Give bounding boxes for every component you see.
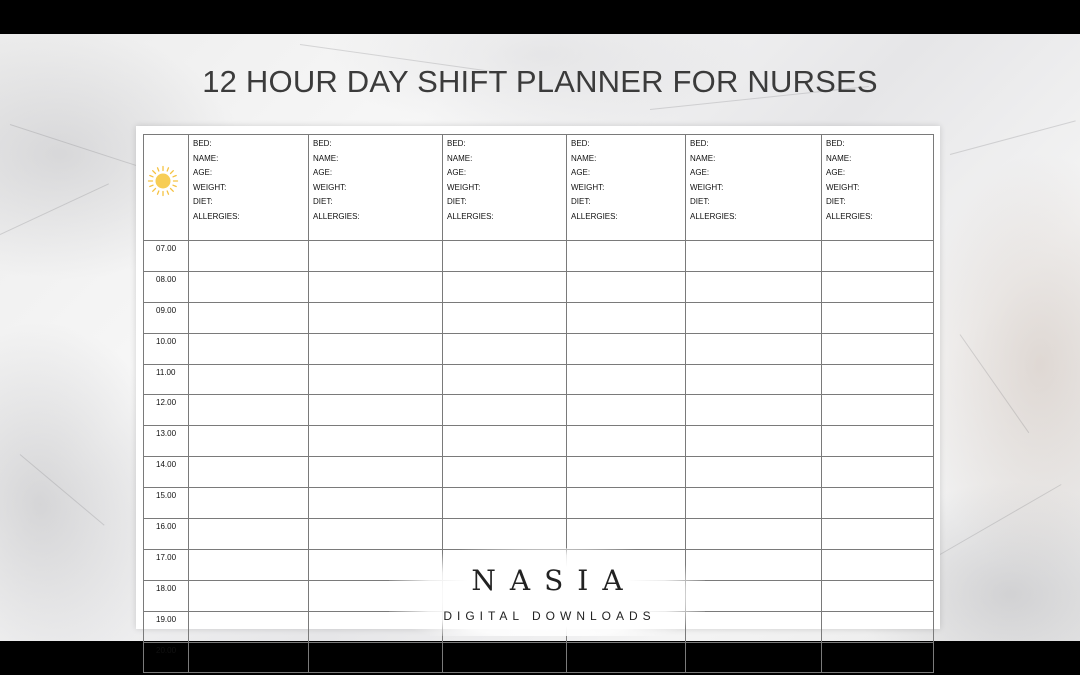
- schedule-cell[interactable]: [567, 364, 686, 395]
- schedule-cell[interactable]: [567, 302, 686, 333]
- patient-info-cell[interactable]: [309, 135, 443, 241]
- schedule-cell[interactable]: [686, 426, 822, 457]
- schedule-cell[interactable]: [686, 611, 822, 642]
- schedule-cell[interactable]: [309, 642, 443, 673]
- patient-field-label: WEIGHT:: [447, 182, 481, 192]
- schedule-cell[interactable]: [686, 364, 822, 395]
- schedule-cell[interactable]: [309, 333, 443, 364]
- time-label: 17.00: [144, 549, 189, 580]
- schedule-cell[interactable]: [822, 302, 934, 333]
- patient-field-label: NAME:: [447, 153, 473, 163]
- schedule-cell[interactable]: [686, 519, 822, 550]
- patient-field-label: WEIGHT:: [193, 182, 227, 192]
- patient-field-label: NAME:: [193, 153, 219, 163]
- schedule-cell[interactable]: [189, 457, 309, 488]
- patient-field-label: BED:: [571, 139, 590, 148]
- schedule-cell[interactable]: [686, 642, 822, 673]
- patient-field-label: DIET:: [571, 197, 591, 207]
- brand-subtitle: DIGITAL DOWNLOADS: [443, 609, 656, 623]
- sun-icon: [147, 165, 179, 197]
- patient-field-label: BED:: [193, 139, 212, 148]
- time-row: [144, 271, 934, 302]
- patient-field-label: AGE:: [826, 168, 846, 178]
- schedule-cell[interactable]: [822, 457, 934, 488]
- schedule-cell[interactable]: [822, 488, 934, 519]
- patient-field-label: BED:: [313, 139, 332, 148]
- schedule-cell[interactable]: [686, 395, 822, 426]
- marble-background: [0, 34, 1080, 655]
- schedule-cell[interactable]: [567, 241, 686, 272]
- schedule-cell[interactable]: [822, 271, 934, 302]
- schedule-cell[interactable]: [189, 364, 309, 395]
- schedule-cell[interactable]: [686, 488, 822, 519]
- schedule-cell[interactable]: [822, 549, 934, 580]
- schedule-cell[interactable]: [189, 241, 309, 272]
- schedule-cell[interactable]: [443, 271, 567, 302]
- page-title: 12 HOUR DAY SHIFT PLANNER FOR NURSES: [202, 64, 878, 99]
- schedule-cell[interactable]: [189, 271, 309, 302]
- schedule-cell[interactable]: [443, 395, 567, 426]
- time-label: 15.00: [144, 488, 189, 519]
- schedule-cell[interactable]: [567, 457, 686, 488]
- schedule-cell[interactable]: [443, 241, 567, 272]
- schedule-cell[interactable]: [822, 580, 934, 611]
- patient-info-cell[interactable]: [567, 135, 686, 241]
- brand-name: NASIA: [471, 564, 637, 597]
- patient-field-label: AGE:: [313, 168, 333, 178]
- schedule-cell[interactable]: [189, 611, 309, 642]
- time-row: [144, 241, 934, 272]
- time-row: [144, 488, 934, 519]
- schedule-cell[interactable]: [567, 426, 686, 457]
- time-label: 16.00: [144, 519, 189, 550]
- schedule-cell[interactable]: [443, 519, 567, 550]
- patient-field-label: ALLERGIES:: [690, 211, 737, 221]
- patient-field-label: NAME:: [826, 153, 852, 163]
- patient-field-label: DIET:: [826, 197, 846, 207]
- time-row: [144, 302, 934, 333]
- time-label: 10.00: [144, 333, 189, 364]
- schedule-cell[interactable]: [189, 549, 309, 580]
- time-label: 20.00: [144, 642, 189, 673]
- time-row: [144, 642, 934, 673]
- patient-field-label: ALLERGIES:: [571, 211, 618, 221]
- time-row: [144, 426, 934, 457]
- time-label: 09.00: [144, 302, 189, 333]
- schedule-cell[interactable]: [686, 457, 822, 488]
- schedule-cell[interactable]: [567, 642, 686, 673]
- patient-info-cell[interactable]: [189, 135, 309, 241]
- schedule-cell[interactable]: [309, 364, 443, 395]
- schedule-cell[interactable]: [443, 302, 567, 333]
- patient-field-label: AGE:: [690, 168, 710, 178]
- schedule-cell[interactable]: [443, 364, 567, 395]
- patient-field-label: DIET:: [193, 197, 213, 207]
- time-row: [144, 333, 934, 364]
- schedule-cell[interactable]: [567, 519, 686, 550]
- patient-field-label: WEIGHT:: [571, 182, 605, 192]
- schedule-cell[interactable]: [567, 395, 686, 426]
- schedule-cell[interactable]: [822, 519, 934, 550]
- schedule-cell[interactable]: [309, 519, 443, 550]
- schedule-cell[interactable]: [309, 271, 443, 302]
- time-row: [144, 457, 934, 488]
- schedule-cell[interactable]: [686, 333, 822, 364]
- schedule-cell[interactable]: [822, 426, 934, 457]
- schedule-cell[interactable]: [309, 241, 443, 272]
- patient-header-row: [144, 135, 934, 241]
- patient-field-label: ALLERGIES:: [826, 211, 873, 221]
- schedule-cell[interactable]: [443, 642, 567, 673]
- patient-field-label: WEIGHT:: [690, 182, 724, 192]
- patient-field-label: AGE:: [571, 168, 591, 178]
- time-label: 11.00: [144, 364, 189, 395]
- time-label: 19.00: [144, 611, 189, 642]
- schedule-cell[interactable]: [686, 271, 822, 302]
- schedule-cell[interactable]: [567, 333, 686, 364]
- schedule-cell[interactable]: [822, 364, 934, 395]
- schedule-cell[interactable]: [189, 333, 309, 364]
- time-label: 14.00: [144, 457, 189, 488]
- schedule-cell[interactable]: [189, 426, 309, 457]
- schedule-cell[interactable]: [309, 457, 443, 488]
- schedule-cell[interactable]: [189, 488, 309, 519]
- schedule-cell[interactable]: [822, 241, 934, 272]
- schedule-cell[interactable]: [686, 241, 822, 272]
- patient-field-label: DIET:: [690, 197, 710, 207]
- schedule-cell[interactable]: [189, 642, 309, 673]
- patient-info-cell[interactable]: [686, 135, 822, 241]
- schedule-cell[interactable]: [443, 488, 567, 519]
- patient-field-label: DIET:: [447, 197, 467, 207]
- schedule-cell[interactable]: [686, 580, 822, 611]
- schedule-cell[interactable]: [309, 302, 443, 333]
- patient-field-label: ALLERGIES:: [313, 211, 360, 221]
- schedule-cell[interactable]: [567, 271, 686, 302]
- patient-field-label: ALLERGIES:: [193, 211, 240, 221]
- time-label: 13.00: [144, 426, 189, 457]
- patient-field-label: DIET:: [313, 197, 333, 207]
- schedule-cell[interactable]: [309, 395, 443, 426]
- patient-field-label: NAME:: [313, 153, 339, 163]
- time-label: 18.00: [144, 580, 189, 611]
- schedule-cell[interactable]: [189, 580, 309, 611]
- schedule-cell[interactable]: [189, 519, 309, 550]
- patient-field-label: ALLERGIES:: [447, 211, 494, 221]
- patient-field-label: NAME:: [690, 153, 716, 163]
- sun-cell: [144, 135, 189, 241]
- patient-field-label: NAME:: [571, 153, 597, 163]
- patient-info-cell[interactable]: [822, 135, 934, 241]
- schedule-cell[interactable]: [822, 642, 934, 673]
- time-label: 08.00: [144, 271, 189, 302]
- schedule-cell[interactable]: [189, 395, 309, 426]
- schedule-cell[interactable]: [309, 426, 443, 457]
- schedule-cell[interactable]: [309, 488, 443, 519]
- time-label: 12.00: [144, 395, 189, 426]
- patient-field-label: WEIGHT:: [826, 182, 860, 192]
- schedule-cell[interactable]: [443, 426, 567, 457]
- schedule-cell[interactable]: [686, 302, 822, 333]
- patient-field-label: AGE:: [193, 168, 213, 178]
- schedule-cell[interactable]: [822, 333, 934, 364]
- schedule-cell[interactable]: [686, 549, 822, 580]
- schedule-cell[interactable]: [443, 333, 567, 364]
- brand-logo: [389, 548, 705, 636]
- patient-field-label: AGE:: [447, 168, 467, 178]
- schedule-cell[interactable]: [822, 611, 934, 642]
- time-row: [144, 364, 934, 395]
- patient-field-label: BED:: [447, 139, 466, 148]
- schedule-cell[interactable]: [443, 457, 567, 488]
- patient-info-cell[interactable]: [443, 135, 567, 241]
- time-label: 07.00: [144, 241, 189, 272]
- schedule-cell[interactable]: [189, 302, 309, 333]
- patient-field-label: BED:: [826, 139, 845, 148]
- time-row: [144, 395, 934, 426]
- schedule-cell[interactable]: [822, 395, 934, 426]
- schedule-cell[interactable]: [567, 488, 686, 519]
- patient-field-label: WEIGHT:: [313, 182, 347, 192]
- patient-field-label: BED:: [690, 139, 709, 148]
- time-row: [144, 519, 934, 550]
